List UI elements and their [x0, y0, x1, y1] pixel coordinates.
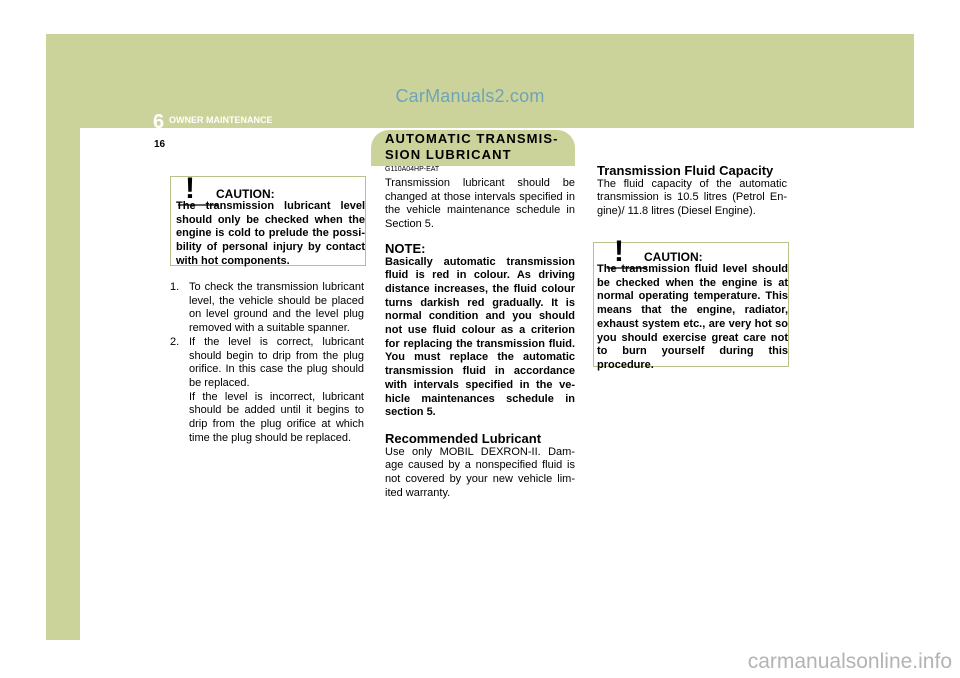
capacity-heading: Transmission Fluid Capacity: [597, 163, 774, 178]
step-text-continued: If the level is incorrect, lubricant should be added until it begins to drip from the plug orifice at which time the plug should be replaced.: [189, 390, 364, 444]
step-text: If the level is correct, lubricant should begin to drip from the plug orifice. In this case the plug should be replaced.: [189, 335, 364, 389]
header-band: [46, 34, 914, 128]
section-title: AUTOMATIC TRANSMIS-SION LUBRICANT: [385, 131, 559, 162]
warning-exclamation-icon: !: [614, 235, 624, 268]
intro-paragraph: Transmission lubricant should be changed at those intervals specified in the vehicle maintenance schedule in Section 5.: [385, 177, 575, 231]
note-text: Basically automatic transmission fluid is red in colour. As driving distance increases, the fluid colour turns darkish red gradually. It is normal condition and you should not use fluid colour as a criterion for replacing the transmission fluid. You must replace the automatic transmission fluid in accordance with intervals specified in the ve-hicle maintenances schedule in section 5.: [385, 255, 575, 419]
sidebar-band: [46, 34, 80, 640]
recommended-lubricant-heading: Recommended Lubricant: [385, 430, 542, 446]
recommended-lubricant-text: Use only MOBIL DEXRON-II. Dam-age caused by a nonspecified fluid is not covered by your new vehicle lim-ited warranty.: [385, 445, 575, 499]
middle-column-body: [385, 177, 575, 500]
warning-exclamation-icon: !: [185, 172, 195, 205]
reference-code: G110A04HP-EAT: [385, 166, 440, 173]
watermark-top[interactable]: CarManuals2.com: [395, 86, 545, 106]
right-column-body: [597, 164, 787, 219]
caution-box-left: [170, 172, 366, 267]
chapter-number: 6: [153, 111, 165, 133]
procedure-steps: [170, 281, 364, 445]
caution-title: CAUTION:: [216, 187, 275, 201]
watermark-bottom[interactable]: carmanualsonline.info: [747, 650, 952, 673]
list-item: [170, 336, 364, 446]
caution-text: The transmission fluid level should be checked when the engine is at normal operating temperature. This means that the engine, radiator, exhaust system etc., are very hot so you should exercise great care not to burn yourself during this procedure.: [597, 263, 788, 371]
capacity-text: The fluid capacity of the automatic transmission is 10.5 litres (Petrol En-gine)/ 11.8 litres (Diesel Engine).: [597, 177, 787, 218]
step-text: To check the transmission lubricant level, the vehicle should be placed on level ground and the level plug removed with a suitable spanner.: [189, 281, 364, 335]
list-item: [170, 281, 364, 336]
note-label: NOTE:: [385, 240, 426, 256]
caution-title: CAUTION:: [644, 250, 703, 264]
page-number: 16: [154, 139, 166, 150]
caution-text: The transmission lubricant level should only be checked when the engine is cold to prelude the possi-bility of personal injury by contact with hot components.: [176, 200, 365, 267]
step-number: 2.: [170, 335, 180, 348]
caution-box-right: [593, 235, 789, 371]
chapter-title: OWNER MAINTENANCE: [169, 115, 273, 125]
step-number: 1.: [170, 281, 180, 293]
